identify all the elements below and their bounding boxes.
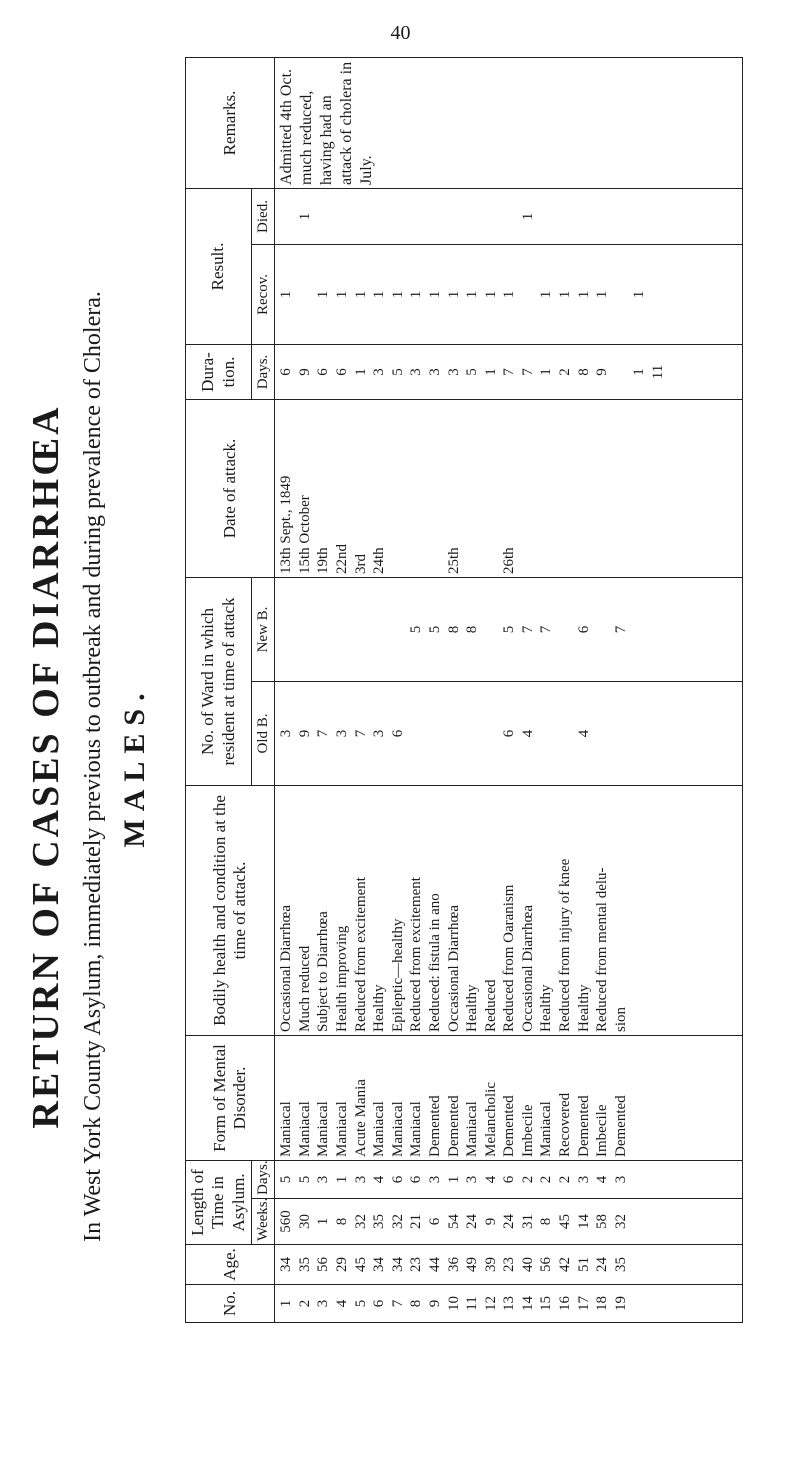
header-recov: Recov. [252, 244, 275, 344]
column-old-b: 3 9 7 3 7 3 6 6 4 4 [275, 681, 743, 785]
column-recov: 1 1 1 1 1 1 1 1 1 1 1 1 1 1 1 1 1 [275, 244, 743, 344]
header-days: Days. [252, 1160, 275, 1198]
column-days: 5 5 3 1 3 4 6 6 3 1 3 4 6 2 2 2 3 4 3 [275, 1160, 743, 1198]
returns-table [185, 57, 743, 1323]
column-weeks: 560 30 1 8 32 35 32 21 6 54 24 9 24 31 8 45 14 58 32 [275, 1199, 743, 1245]
header-result: Result. [186, 188, 252, 344]
header-remarks: Remarks. [186, 57, 275, 188]
header-new-b: New B. [252, 577, 275, 681]
header-health: Bodily health and condition at the time of attack. [186, 785, 275, 1035]
header-no: No. [186, 1285, 275, 1323]
document-subtitle: In West York County Asylum, immediately previous to outbreak and during prevalence of Cholera. [80, 291, 106, 1242]
column-form: Maniacal Maniacal Maniacal Maniacal Acute Mania Maniacal Maniacal Maniacal Demented Demented Maniacal Melancholic Demented Imbecile Maniacal Recovered Demented Imbecile Demented [275, 1035, 743, 1160]
column-remarks: Admitted 4th Oct. much reduced, having had an attack of cholera in July. [275, 57, 743, 188]
header-date: Date of attack. [186, 399, 275, 577]
header-old-b: Old B. [252, 681, 275, 785]
header-form: Form of Mental Disorder. [186, 1035, 275, 1160]
header-duration-days: Days. [252, 344, 275, 399]
header-age: Age. [186, 1245, 275, 1285]
header-ward: No. of Ward in which resident at time of attack [186, 577, 252, 785]
column-health: Occasional Diarrhœa Much reduced Subject to Diarrhœa Health improving Reduced from excitement Healthy Epileptic—healthy Reduced from excitement Reduced: fistula in ano Occasional Diarrhœa Healthy Reduced Reduced from Oaranism Occasional Diarrhœa Healthy Reduced from injury of knee Healthy Reduced from mental delu- sion [275, 785, 743, 1035]
document-title: RETURN OF CASES OF DIARRHŒA [25, 404, 67, 1129]
header-duration: Dura-tion. [186, 344, 252, 399]
table-row [275, 57, 743, 1322]
column-duration: 6 9 6 6 1 3 5 3 3 3 5 1 7 7 1 2 8 9 1 11 [275, 344, 743, 399]
header-died: Died. [252, 188, 275, 244]
column-new-b: 5 5 8 8 5 7 7 6 7 [275, 577, 743, 681]
column-died: 1 1 [275, 188, 743, 244]
column-no: 1 2 3 4 5 6 7 8 9 10 11 12 13 14 15 16 17 18 19 [275, 1285, 743, 1323]
header-row-top [186, 57, 252, 1322]
section-heading: MALES. [118, 685, 151, 848]
header-length: Length of Time in Asylum. [186, 1160, 252, 1244]
column-date: 13th Sept., 1849 15th October 19th 22nd 3rd 24th 25th 26th [275, 399, 743, 577]
header-weeks: Weeks. [252, 1199, 275, 1245]
column-age: 34 35 56 29 45 34 34 23 44 36 49 39 23 40 56 42 51 24 35 [275, 1245, 743, 1285]
page-number: 40 [390, 22, 411, 44]
